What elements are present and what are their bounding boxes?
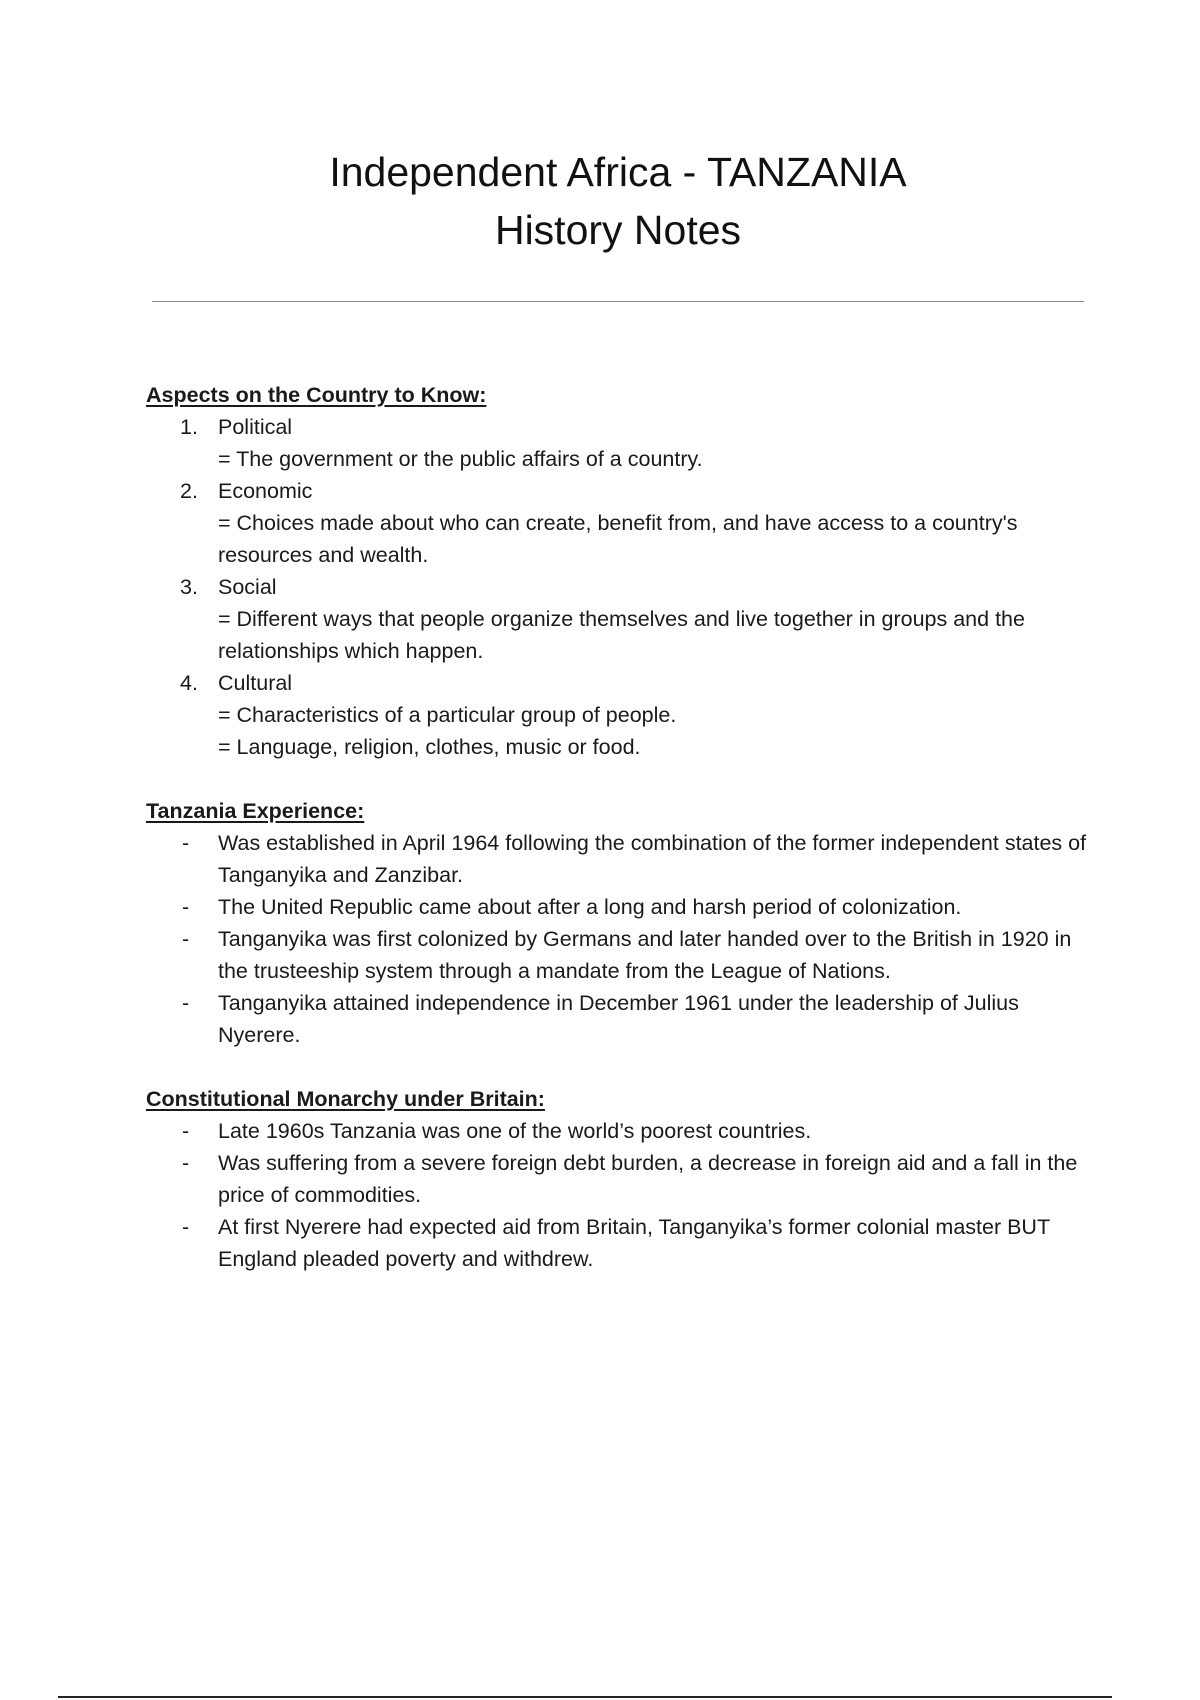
list-item-text: The United Republic came about after a long and harsh period of colonization. (218, 895, 962, 919)
aspect-label: Economic (218, 479, 313, 503)
aspect-item-cultural (146, 667, 1096, 763)
list-item (146, 891, 1096, 923)
aspect-definition: = Choices made about who can create, benefit from, and have access to a country's resources and wealth. (218, 511, 1018, 567)
document-title (0, 143, 1200, 259)
list-item (146, 987, 1096, 1051)
aspect-number: 2. (180, 479, 198, 503)
dash-bullet: - (182, 1215, 190, 1239)
experience-list (146, 827, 1096, 1051)
aspect-label: Cultural (218, 671, 293, 695)
list-item-text: Tanganyika was first colonized by Germans and later handed over to the British in 1920 in the trusteeship system through a mandate from the League of Nations. (218, 927, 1072, 983)
aspect-number: 3. (180, 575, 198, 599)
list-item-text: Was established in April 1964 following the combination of the former independent states of Tanganyika and Zanzibar. (218, 831, 1087, 887)
monarchy-list (146, 1115, 1096, 1275)
aspect-label: Political (218, 415, 293, 439)
list-item-text: Was suffering from a severe foreign debt burden, a decrease in foreign aid and a fall in the price of commodities. (218, 1151, 1078, 1207)
aspect-number: 1. (180, 415, 198, 439)
list-item-text: At first Nyerere had expected aid from Britain, Tanganyika’s former colonial master BUT England pleaded poverty and withdrew. (218, 1215, 1050, 1271)
aspect-item-political (146, 411, 1096, 475)
list-item (146, 1147, 1096, 1211)
aspect-item-economic (146, 475, 1096, 571)
document-body (146, 379, 1096, 1307)
aspect-definition: = Different ways that people organize themselves and live together in groups and the relationships which happen. (218, 607, 1025, 663)
list-item-text: Tanganyika attained independence in December 1961 under the leadership of Julius Nyerere. (218, 991, 1019, 1047)
title-divider (152, 301, 1084, 302)
dash-bullet: - (182, 1119, 190, 1143)
dash-bullet: - (182, 895, 190, 919)
aspects-heading: Aspects on the Country to Know: (146, 383, 487, 407)
list-item (146, 1115, 1096, 1147)
title-line-1: Independent Africa - TANZANIA (329, 149, 907, 195)
experience-heading: Tanzania Experience: (146, 799, 365, 823)
dash-bullet: - (182, 927, 190, 951)
dash-bullet: - (182, 991, 190, 1015)
footer-divider (58, 1696, 1112, 1698)
dash-bullet: - (182, 1151, 190, 1175)
aspects-section (146, 379, 1096, 763)
monarchy-heading: Constitutional Monarchy under Britain: (146, 1087, 545, 1111)
aspect-definition: = The government or the public affairs of a country. (218, 447, 703, 471)
list-item-text: Late 1960s Tanzania was one of the world’s poorest countries. (218, 1119, 812, 1143)
aspects-list (146, 411, 1096, 763)
aspect-item-social (146, 571, 1096, 667)
aspect-label: Social (218, 575, 277, 599)
experience-section (146, 795, 1096, 1051)
title-line-2: History Notes (494, 207, 742, 253)
aspect-definition: = Language, religion, clothes, music or food. (218, 735, 641, 759)
list-item (146, 1211, 1096, 1275)
aspect-number: 4. (180, 671, 198, 695)
aspect-definition: = Characteristics of a particular group of people. (218, 703, 677, 727)
list-item (146, 827, 1096, 891)
list-item (146, 923, 1096, 987)
dash-bullet: - (182, 831, 190, 855)
monarchy-section (146, 1083, 1096, 1275)
